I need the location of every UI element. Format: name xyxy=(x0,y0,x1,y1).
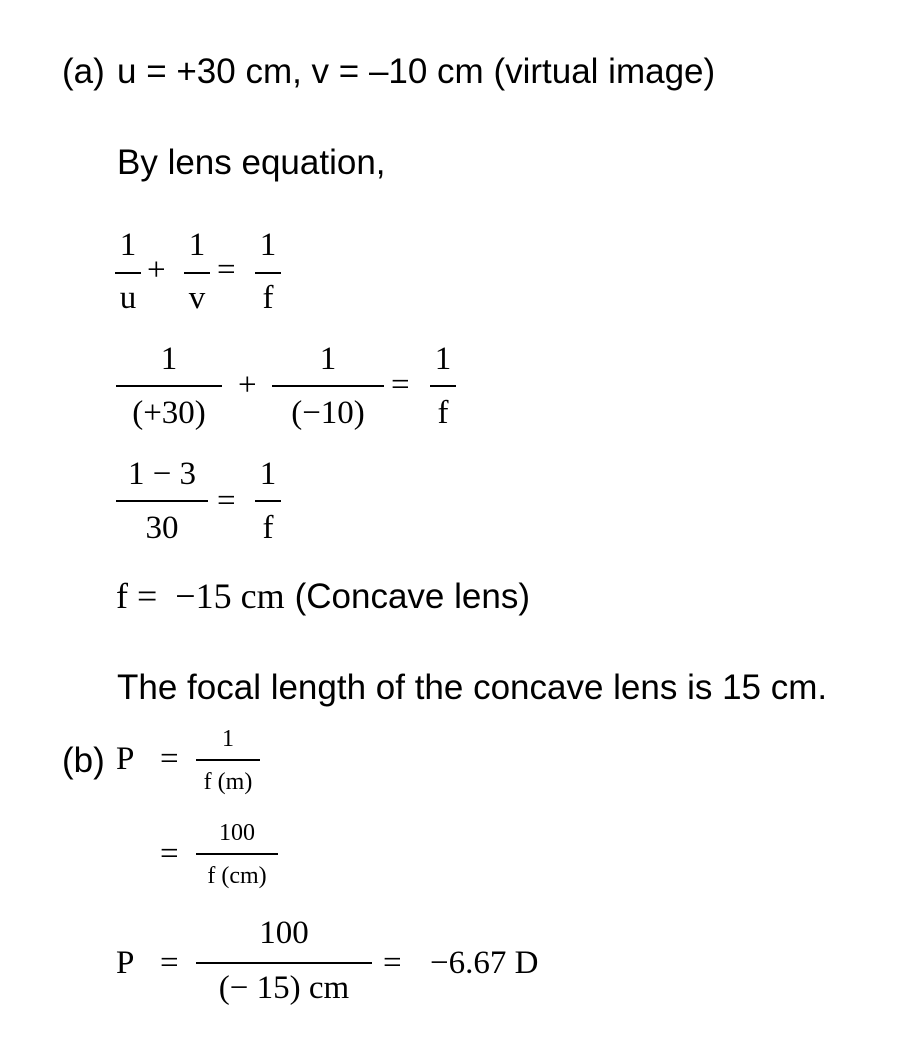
eq1-fraction-bar-1 xyxy=(115,272,141,274)
eq2-numerator-1: 1 xyxy=(160,341,178,377)
part-a-conclusion: The focal length of the concave lens is 15 cm. xyxy=(117,668,828,707)
eq2-equals: = xyxy=(391,367,410,403)
eq3-numerator-1: 1 − 3 xyxy=(127,456,197,492)
eq1-fraction-bar-3 xyxy=(255,272,281,274)
eq3-denominator-f: f xyxy=(262,510,274,546)
result-value: −15 cm xyxy=(175,576,285,616)
eq2-denominator-f: f xyxy=(437,395,449,431)
power-equals-4: = xyxy=(383,945,402,981)
part-b-label: (b) xyxy=(62,741,105,780)
eq1-denominator-f: f xyxy=(262,280,274,316)
eq1-denominator-v: v xyxy=(188,280,206,316)
eq3-numerator-2: 1 xyxy=(259,456,277,492)
power-denominator-1: f (m) xyxy=(203,769,253,795)
power-denominator-3: (− 15) cm xyxy=(218,970,350,1006)
part-a-label: (a) xyxy=(62,52,105,91)
eq1-denominator-u: u xyxy=(119,280,137,316)
power-fraction-bar-2 xyxy=(196,853,278,855)
power-fraction-bar-3 xyxy=(196,962,372,964)
eq1-equals: = xyxy=(217,252,236,288)
eq1-fraction-bar-2 xyxy=(184,272,210,274)
eq3-fraction-bar-1 xyxy=(116,500,208,502)
part-a-given: u = +30 cm, v = –10 cm (virtual image) xyxy=(117,52,716,91)
eq2-fraction-bar-1 xyxy=(116,385,222,387)
eq2-fraction-bar-2 xyxy=(272,385,384,387)
power-lhs-1: P xyxy=(116,741,135,777)
eq1-numerator-3: 1 xyxy=(259,227,277,263)
eq1-numerator-2: 1 xyxy=(188,227,206,263)
power-numerator-1: 1 xyxy=(222,726,234,752)
result-note: (Concave lens) xyxy=(294,577,530,616)
eq3-denominator-1: 30 xyxy=(145,510,179,546)
eq2-denominator-2: (−10) xyxy=(291,395,365,431)
power-numerator-3: 100 xyxy=(259,915,309,951)
eq3-fraction-bar-2 xyxy=(255,500,281,502)
eq2-numerator-3: 1 xyxy=(434,341,452,377)
eq2-denominator-1: (+30) xyxy=(132,395,206,431)
result-lhs: f = xyxy=(116,576,158,616)
lens-equation-intro: By lens equation, xyxy=(117,143,386,182)
power-denominator-2: f (cm) xyxy=(207,863,267,889)
eq3-equals: = xyxy=(217,483,236,519)
power-equals-3: = xyxy=(160,945,179,981)
eq1-numerator-1: 1 xyxy=(119,227,137,263)
eq2-plus: + xyxy=(238,367,257,403)
power-equals-1: = xyxy=(160,741,179,777)
power-fraction-bar-1 xyxy=(196,759,260,761)
eq1-plus: + xyxy=(147,252,166,288)
power-numerator-2: 100 xyxy=(219,820,255,846)
eq2-fraction-bar-3 xyxy=(430,385,456,387)
power-value: −6.67 D xyxy=(430,945,539,981)
power-equals-2: = xyxy=(160,836,179,872)
focal-length-result xyxy=(116,578,530,614)
power-lhs-3: P xyxy=(116,945,135,981)
eq2-numerator-2: 1 xyxy=(319,341,337,377)
